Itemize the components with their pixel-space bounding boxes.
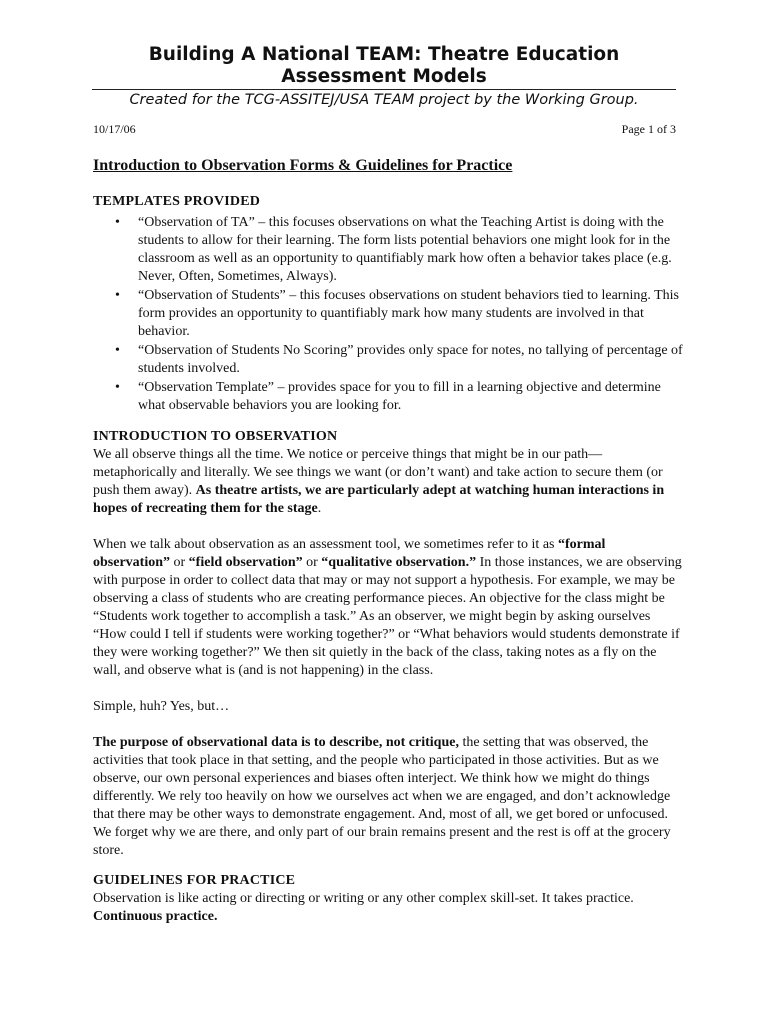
list-item: • “Observation Template” – provides space for you to fill in a learning objective and determine what observable behaviors you are looking for.: [138, 379, 683, 415]
text-run: We all observe things all the time. We notice or perceive things that might be in our path—metaphorically and literally. We see things we want (or don’t want) and take action to secure them (or push them away).: [93, 447, 663, 498]
header-title-line1: Building A National TEAM: Theatre Education: [148, 44, 620, 65]
bold-text: “qualitative observation.”: [321, 555, 477, 570]
page-number: Page 1 of 3: [621, 122, 676, 136]
list-item: • “Observation of TA” – this focuses observations on what the Teaching Artist is doing with the students to allow for their learning. The form lists potential behaviors one might look for in the classroom as well as an opportunity to quantifiably mark how often a behavior takes place (e.g. Never, Often, Sometimes, Always).: [138, 214, 683, 286]
intro-paragraph-2: [93, 536, 683, 680]
document-header-title: [92, 44, 676, 88]
document-date: 10/17/06: [93, 122, 136, 136]
header-subtitle: Created for the TCG-ASSITEJ/USA TEAM project by the Working Group.: [92, 89, 676, 110]
bold-text: “formal observation”: [93, 537, 606, 570]
bold-text: Continuous practice.: [93, 909, 218, 924]
document-title: Introduction to Observation Forms & Guidelines for Practice: [93, 157, 513, 174]
guidelines-paragraph: [93, 890, 683, 926]
intro-paragraph-3: Simple, huh? Yes, but…: [93, 699, 230, 714]
text-run: the setting that was observed, the activities that took place in that setting, and the people who participated in those activities. But as we observe, our own personal experiences and biases often interject. We think how we might do things differently. We rely too heavily on how we ourselves act when we are engaged, and don’t acknowledge that there may be other ways to demonstrate engagement. And, most of all, we get bored or unfocused. We forget why we are there, and only part of our brain remains present and the rest is off at the grocery store.: [93, 735, 671, 858]
header-title-line2: Assessment Models: [281, 66, 487, 87]
bold-text: “field observation”: [188, 555, 303, 570]
list-item: • “Observation of Students” – this focuses observations on student behaviors tied to learning. This form provides an opportunity to quantifiably mark how many students are involved in that behavior.: [138, 287, 683, 341]
text-run: or: [170, 555, 189, 570]
text-run: or: [302, 555, 322, 570]
bold-text: The purpose of observational data is to describe, not critique,: [93, 735, 459, 750]
intro-paragraph-4: [93, 734, 683, 860]
bold-text: As theatre artists, we are particularly adept at watching human interactions in hopes of recreating them for the stage: [93, 483, 665, 516]
section-heading-guidelines: GUIDELINES FOR PRACTICE: [93, 873, 296, 888]
section-heading-templates: TEMPLATES PROVIDED: [93, 194, 261, 209]
text-run: In those instances, we are observing with purpose in order to collect data that may or may not support a hypothesis. For example, we may be observing a class of students who are creating performance pieces. An objective for the class might be “Students work together to accomplish a task.” As an observer, we might begin by asking ourselves “How could I tell if students were working together?” or “What behaviors would students demonstrate if they were working together?” We then sit quietly in the back of the class, taking notes as a fly on the wall, and observe what is (and is not happening) in the class.: [93, 555, 682, 678]
templates-list: [93, 214, 683, 415]
text-run: When we talk about observation as an assessment tool, we sometimes refer to it as: [93, 537, 558, 552]
text-run: Observation is like acting or directing or writing or any other complex skill-set. It takes practice.: [93, 891, 634, 906]
intro-paragraph-1: [93, 446, 683, 518]
text-run: .: [317, 501, 322, 516]
list-item: • “Observation of Students No Scoring” provides only space for notes, no tallying of percentage of students involved.: [138, 342, 683, 378]
section-heading-intro: INTRODUCTION TO OBSERVATION: [93, 429, 338, 444]
document-body: [93, 193, 683, 926]
